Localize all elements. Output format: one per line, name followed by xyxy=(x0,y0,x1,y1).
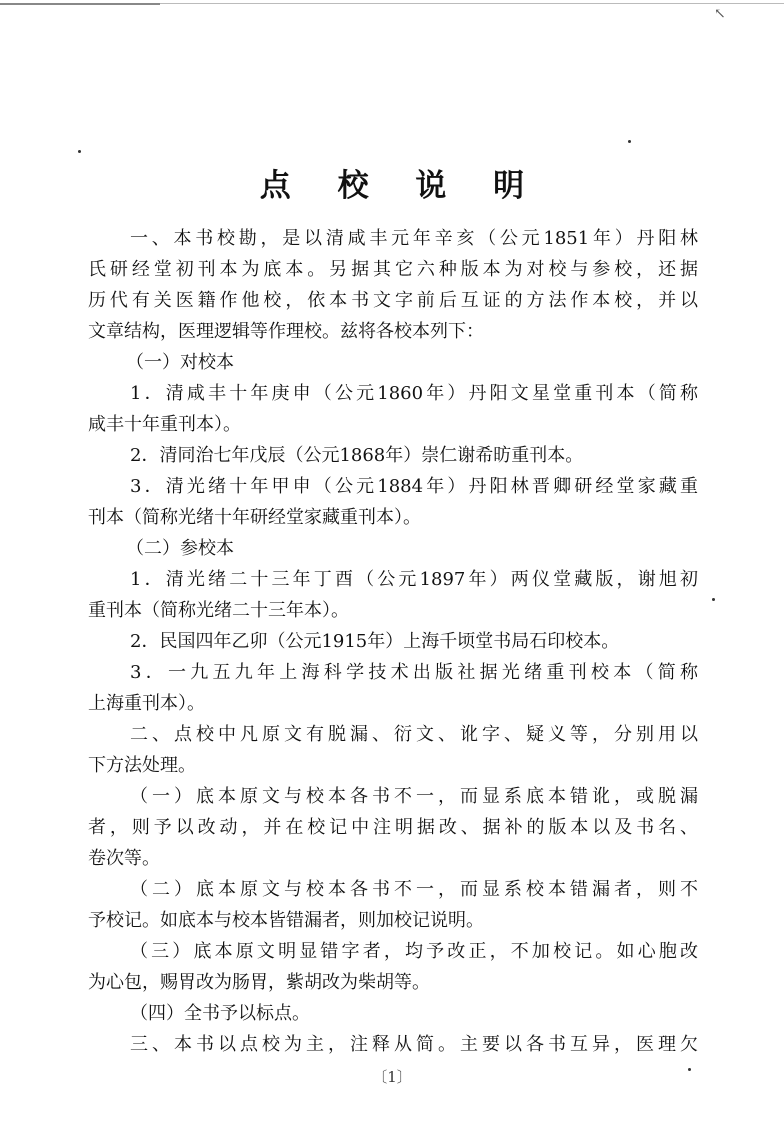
body-line: 文章结构，医理逻辑等作理校。兹将各校本列下： xyxy=(88,321,484,342)
body-line: 氏研经堂初刊本为底本。另据其它六种版本为对校与参校，还据 xyxy=(88,259,698,280)
body-line: 三、本书以点校为主，注释从简。主要以各书互异，医理欠 xyxy=(130,1034,698,1055)
body-line: 下方法处理。 xyxy=(88,755,196,776)
top-rule xyxy=(0,3,784,4)
body-line: 重刊本（简称光绪二十三年本）。 xyxy=(88,600,349,621)
body-line: 予校记。如底本与校本皆错漏者，则加校记说明。 xyxy=(88,910,484,931)
body-line: 1．清光绪二十三年丁酉（公元1897年）两仪堂藏版，谢旭初 xyxy=(130,569,698,590)
scan-speck xyxy=(628,140,631,143)
section-heading: （一）对校本 xyxy=(126,352,234,373)
page-number: 〔1〕 xyxy=(372,1068,412,1086)
section-heading: （二）参校本 xyxy=(126,538,234,559)
body-line: 卷次等。 xyxy=(88,848,160,869)
body-line: （二）底本原文与校本各书不一，而显系校本错漏者，则不 xyxy=(130,879,698,900)
body-line: 咸丰十年重刊本）。 xyxy=(88,414,241,435)
body-line: 刊本（简称光绪十年研经堂家藏重刊本）。 xyxy=(88,507,421,528)
body-line: 3．清光绪十年甲申（公元1884年）丹阳林晋卿研经堂家藏重 xyxy=(130,476,698,497)
body-line: 历代有关医籍作他校，依本书文字前后互证的方法作本校，并以 xyxy=(88,290,698,311)
body-line: 二、点校中凡原文有脱漏、衍文、讹字、疑义等，分别用以 xyxy=(130,724,698,745)
scan-speck xyxy=(78,150,81,153)
body-line: 上海重刊本）。 xyxy=(88,693,205,714)
body-line: （三）底本原文明显错字者，均予改正，不加校记。如心胞改 xyxy=(130,941,698,962)
body-line: 为心包，赐胃改为肠胃，紫胡改为柴胡等。 xyxy=(88,972,430,993)
body-line: 者，则予以改动，并在校记中注明据改、据补的版本以及书名、 xyxy=(88,817,698,838)
scan-speck xyxy=(688,1068,691,1071)
body-line: 1．清咸丰十年庚申（公元1860年）丹阳文星堂重刊本（简称 xyxy=(130,383,698,404)
page-title: 点 校 说 明 xyxy=(259,168,543,204)
body-line: 一、本书校勘，是以清咸丰元年辛亥（公元1851年）丹阳林 xyxy=(130,228,698,249)
body-line: （四）全书予以标点。 xyxy=(130,1003,310,1024)
corner-mark: ↖ xyxy=(714,6,726,22)
body-line: （一）底本原文与校本各书不一，而显系底本错讹，或脱漏 xyxy=(130,786,698,807)
scan-speck xyxy=(712,598,715,601)
body-line: 2．民国四年乙卯（公元1915年）上海千顷堂书局石印校本。 xyxy=(130,631,620,652)
body-line: 3．一九五九年上海科学技术出版社据光绪重刊校本（简称 xyxy=(130,662,698,683)
body-line: 2．清同治七年戊辰（公元1868年）崇仁谢希昉重刊本。 xyxy=(130,445,584,466)
